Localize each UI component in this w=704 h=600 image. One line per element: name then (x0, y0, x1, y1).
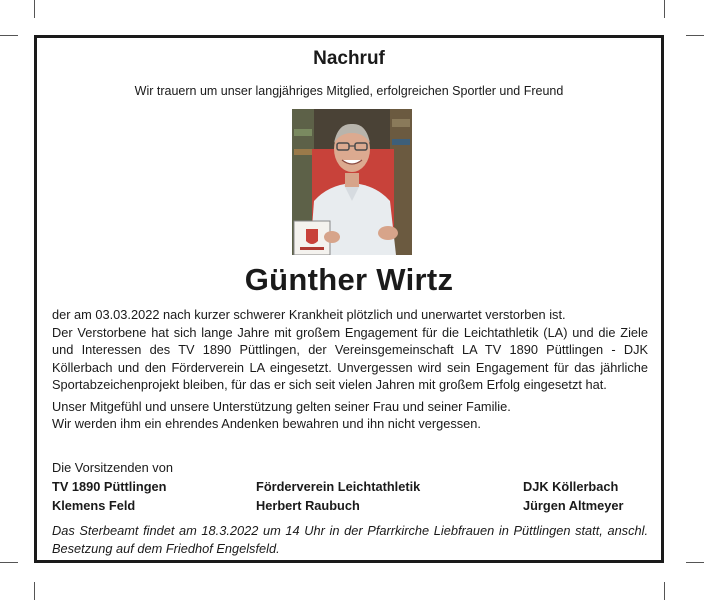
signature-organization: TV 1890 Püttlingen (52, 479, 167, 494)
crop-mark-top-right-v (664, 0, 665, 18)
portrait-photo (292, 109, 412, 255)
crop-mark-top-left-v (34, 0, 35, 18)
signature-block-3 (523, 478, 624, 515)
paragraph-engagement: Der Verstorbene hat sich lange Jahre mit großem Engagement für die Leichtathletik (LA) und die Ziele und Interessen des TV 1890 Püttlingen, der Vereinsgemeinschaft LA TV 1890 Püttlingen - DJK Köllerbach und den Förderverein LA eingesetzt. Unvergessen wird sein Engagement für das jährliche Sportabzeichenprojekt bleiben, für das er sich seit vielen Jahren mit großem Erfolg eingesetzt hat. (52, 324, 648, 392)
notice-subtitle: Wir trauern um unser langjähriges Mitglied, erfolgreichen Sportler und Freund (134, 84, 564, 98)
obituary-body (52, 306, 648, 433)
paragraph-condolence: Unser Mitgefühl und unsere Unterstützung gelten seiner Frau und seiner Familie. (52, 398, 511, 414)
paragraph-death-notice: der am 03.03.2022 nach kurzer schwerer Krankheit plötzlich und unerwartet verstorben ist. (52, 307, 566, 322)
signatures-intro: Die Vorsitzenden von (52, 460, 173, 475)
signature-person: Klemens Feld (52, 497, 136, 513)
signature-organization: DJK Köllerbach (523, 479, 619, 494)
signature-block-2 (256, 478, 420, 515)
crop-mark-left-top-h (0, 35, 18, 36)
deceased-name: Günther Wirtz (244, 262, 454, 297)
signature-person: Jürgen Altmeyer (523, 497, 624, 513)
notice-title: Nachruf (313, 48, 385, 69)
crop-mark-bottom-left-v (34, 582, 35, 600)
paragraph-remembrance: Wir werden ihm ein ehrendes Andenken bewahren und ihn nicht vergessen. (52, 416, 481, 431)
signature-block-1 (52, 478, 167, 515)
funeral-service-note: Das Sterbeamt findet am 18.3.2022 um 14 Uhr in der Pfarrkirche Liebfrauen in Püttlingen statt, anschl. Besetzung auf dem Friedhof Engelsfeld. (52, 523, 648, 556)
obituary-notice (34, 35, 664, 563)
crop-mark-right-top-h (686, 35, 704, 36)
signature-organization: Förderverein Leichtathletik (256, 479, 421, 494)
crop-mark-right-bottom-h (686, 562, 704, 563)
signature-person: Herbert Raubuch (256, 497, 360, 513)
crop-mark-bottom-right-v (664, 582, 665, 600)
crop-mark-left-bottom-h (0, 562, 18, 563)
